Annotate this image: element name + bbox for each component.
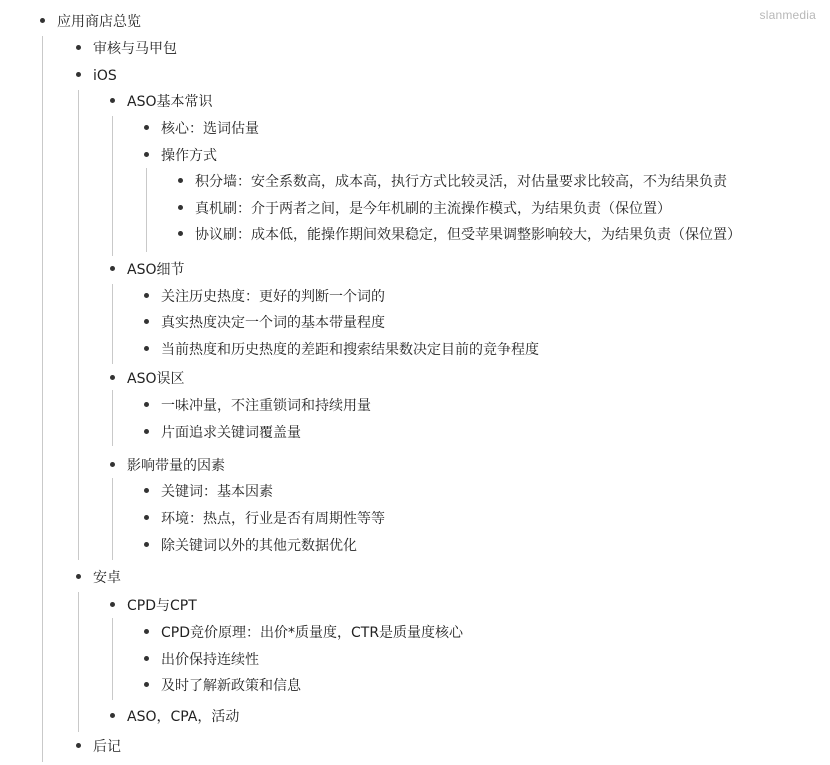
outline-item-label: 及时了解新政策和信息 <box>161 678 301 694</box>
bullet-icon <box>110 266 115 271</box>
outline-item[interactable] <box>144 311 385 335</box>
outline-item[interactable] <box>144 421 301 445</box>
bullet-icon <box>144 515 149 520</box>
outline-item-label: 出价保持连续性 <box>161 652 259 668</box>
bullet-icon <box>144 656 149 661</box>
outline-item[interactable] <box>178 197 671 221</box>
outline-item-label: 片面追求关键词覆盖量 <box>161 425 301 441</box>
outline-item-label: 核心：选词估量 <box>161 121 259 137</box>
outline-item-label: ASO误区 <box>127 371 185 387</box>
outline-item-label: iOS <box>93 68 117 84</box>
bullet-icon <box>40 18 45 23</box>
outline-item-label: 关注历史热度：更好的判断一个词的 <box>161 289 385 305</box>
outline-item[interactable] <box>144 648 259 672</box>
outline-item-label: 应用商店总览 <box>57 14 141 30</box>
guide-line-cpd-cpt <box>112 618 113 700</box>
outline-item[interactable] <box>144 117 259 141</box>
bullet-icon <box>144 346 149 351</box>
outline-item[interactable] <box>110 367 184 391</box>
guide-line-aso-basics <box>112 116 113 256</box>
bullet-icon <box>178 178 183 183</box>
bullet-icon <box>110 98 115 103</box>
outline-item-label: 后记 <box>93 739 121 755</box>
outline-item-label: ASO基本常识 <box>127 94 213 110</box>
bullet-icon <box>144 293 149 298</box>
bullet-icon <box>110 713 115 718</box>
outline-item[interactable] <box>144 285 385 309</box>
outline-item[interactable] <box>76 37 177 61</box>
outline-item[interactable] <box>110 594 197 618</box>
bullet-icon <box>110 462 115 467</box>
outline-item-label: 积分墙：安全系数高，成本高，执行方式比较灵活，对估量要求比较高，不为结果负责 <box>195 174 727 190</box>
outline-item[interactable] <box>110 90 212 114</box>
guide-line-ios <box>78 90 79 560</box>
outline-item[interactable] <box>144 480 273 504</box>
watermark: slanmedia <box>759 8 816 22</box>
outline-item-label: 审核与马甲包 <box>93 41 177 57</box>
outline-item-root[interactable] <box>40 10 141 34</box>
bullet-icon <box>144 542 149 547</box>
outline-item[interactable] <box>144 507 385 531</box>
guide-line-aso-details <box>112 284 113 364</box>
outline-item-label: 协议刷：成本低，能操作期间效果稳定，但受苹果调整影响较大，为结果负责（保位置） <box>195 227 741 243</box>
outline-item[interactable] <box>144 338 539 362</box>
guide-line-traffic-factors <box>112 478 113 560</box>
bullet-icon <box>76 45 81 50</box>
outline-item-label: 环境：热点，行业是否有周期性等等 <box>161 511 385 527</box>
outline-item[interactable] <box>144 621 463 645</box>
bullet-icon <box>144 429 149 434</box>
bullet-icon <box>178 231 183 236</box>
outline-item-label: ASO细节 <box>127 262 185 278</box>
guide-line-android <box>78 592 79 732</box>
guide-line-operation <box>146 168 147 252</box>
outline-item-label: 真实热度决定一个词的基本带量程度 <box>161 315 385 331</box>
bullet-icon <box>110 375 115 380</box>
outline-item-label: 关键词：基本因素 <box>161 484 273 500</box>
outline-item[interactable] <box>144 144 217 168</box>
outline-item-label: 除关键词以外的其他元数据优化 <box>161 538 357 554</box>
bullet-icon <box>110 602 115 607</box>
bullet-icon <box>76 72 81 77</box>
bullet-icon <box>178 205 183 210</box>
bullet-icon <box>144 152 149 157</box>
outline-item[interactable] <box>110 454 225 478</box>
bullet-icon <box>144 629 149 634</box>
outline-item-label: 真机刷：介于两者之间，是今年机刷的主流操作模式，为结果负责（保位置） <box>195 201 671 217</box>
outline-item[interactable] <box>144 674 301 698</box>
outline-item[interactable] <box>110 705 239 729</box>
outline-item-label: 影响带量的因素 <box>127 458 225 474</box>
guide-line-level1 <box>42 36 43 762</box>
outline-item-label: 操作方式 <box>161 148 217 164</box>
bullet-icon <box>144 682 149 687</box>
outline-item-label: ASO，CPA，活动 <box>127 709 240 725</box>
outline-item[interactable] <box>144 394 371 418</box>
bullet-icon <box>76 574 81 579</box>
bullet-icon <box>144 319 149 324</box>
outline-item[interactable] <box>110 258 184 282</box>
bullet-icon <box>76 743 81 748</box>
guide-line-aso-mistakes <box>112 390 113 446</box>
outline-item-label: 当前热度和历史热度的差距和搜索结果数决定目前的竞争程度 <box>161 342 539 358</box>
outline-item-label: 安卓 <box>93 570 121 586</box>
outline-item[interactable] <box>144 534 357 558</box>
bullet-icon <box>144 488 149 493</box>
outline-item-label: CPD与CPT <box>127 598 197 614</box>
outline-item[interactable] <box>76 566 121 590</box>
outline-item[interactable] <box>178 223 741 247</box>
outline-item[interactable] <box>178 170 727 194</box>
bullet-icon <box>144 402 149 407</box>
outline-item-label: 一味冲量，不注重锁词和持续用量 <box>161 398 371 414</box>
outline-item[interactable] <box>76 735 121 759</box>
bullet-icon <box>144 125 149 130</box>
outline-item[interactable] <box>76 64 117 88</box>
outline-item-label: CPD竞价原理：出价*质量度，CTR是质量度核心 <box>161 625 464 641</box>
